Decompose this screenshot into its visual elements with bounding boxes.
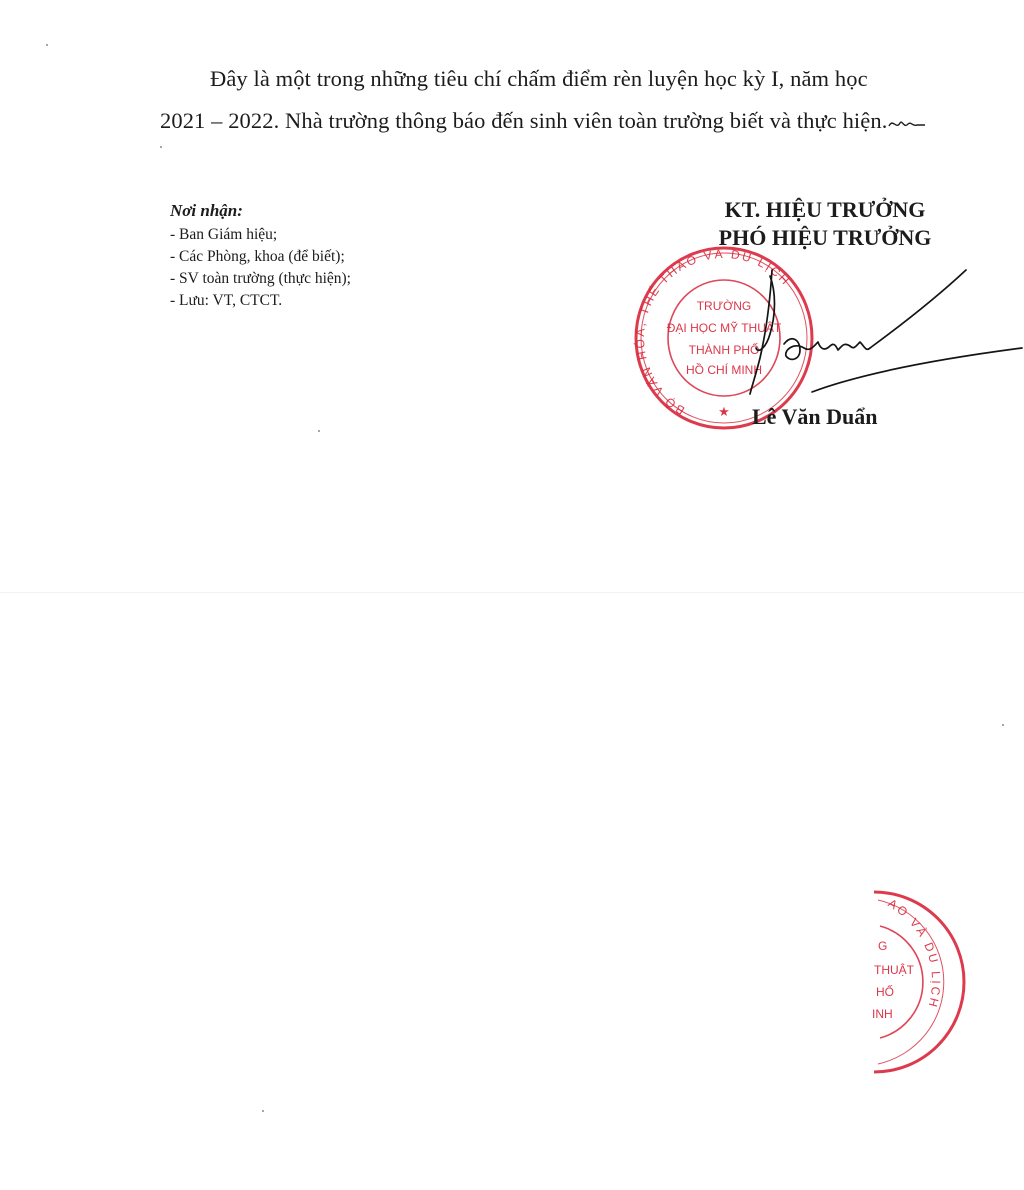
recipients-heading: Nơi nhận: — [170, 201, 243, 220]
scan-speck — [1002, 724, 1004, 726]
paragraph-line-2-text: 2021 – 2022. Nhà trường thông báo đến sinh viên toàn trường biết và thực hiện. — [160, 108, 888, 133]
partial-seal-line-1: G — [878, 939, 888, 953]
notice-paragraph — [160, 58, 960, 142]
partial-seal-line-3: HỐ — [876, 985, 894, 999]
partial-seal-outer-text: AO VÀ DU LỊCH — [885, 896, 944, 1011]
signer-name: Lê Văn Duẩn — [752, 404, 878, 429]
initial-mark — [887, 114, 927, 134]
partial-seal-line-4: INH — [872, 1007, 893, 1021]
page-break-line — [0, 592, 1024, 593]
seal-line-2: ĐẠI HỌC MỸ THUẬT — [666, 321, 782, 335]
recipient-item: - SV toàn trường (thực hiện); — [170, 270, 351, 287]
signature-title-line-2: PHÓ HIỆU TRƯỞNG — [718, 225, 932, 250]
svg-text:AO VÀ DU LỊCH — [886, 896, 943, 1011]
scan-speck — [160, 146, 162, 148]
recipients-block — [170, 200, 351, 312]
scan-speck — [262, 1110, 264, 1112]
signature-title-line-1: KT. HIỆU TRƯỞNG — [724, 197, 926, 222]
partial-seal-stamp — [868, 888, 988, 1076]
scan-speck — [318, 430, 320, 432]
seal-line-3: THÀNH PHỐ — [688, 343, 760, 357]
scan-speck — [46, 44, 48, 46]
handwritten-signature — [740, 262, 1024, 412]
paragraph-line-1: Đây là một trong những tiêu chí chấm điểm rèn luyện học kỳ I, năm học — [210, 66, 868, 91]
recipient-item: - Lưu: VT, CTCT. — [170, 292, 283, 309]
recipient-item: - Các Phòng, khoa (để biết); — [170, 248, 345, 265]
seal-line-1: TRƯỜNG — [696, 299, 752, 313]
seal-outer-text: BỘ VĂN HÓA, THỂ THAO VÀ DU LỊCH — [632, 246, 794, 418]
partial-seal-line-2: THUẬT — [874, 963, 914, 977]
recipient-item: - Ban Giám hiệu; — [170, 226, 278, 243]
paragraph-line-2 — [160, 100, 960, 142]
seal-line-4: HỒ CHÍ MINH — [686, 363, 762, 377]
seal-star: ★ — [718, 404, 730, 419]
